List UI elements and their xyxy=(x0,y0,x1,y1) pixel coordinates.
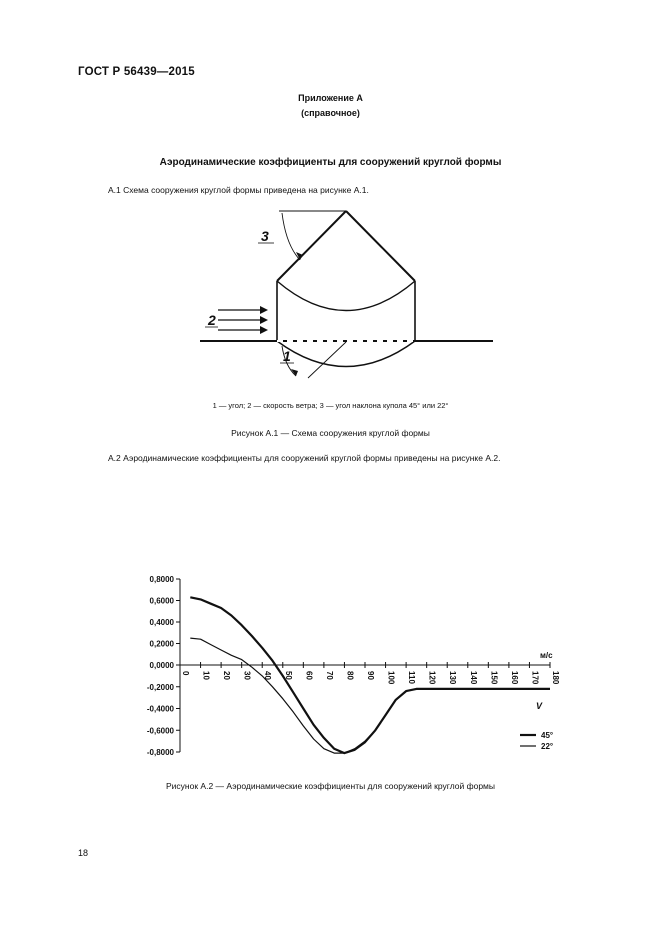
x-tick-label: 110 xyxy=(407,671,417,684)
x-tick-label: 150 xyxy=(489,671,499,685)
x-tick-label: 80 xyxy=(345,671,355,680)
paragraph-a1: А.1 Схема сооружения круглой формы приведена на рисунке А.1. xyxy=(108,185,369,195)
x-tick-label: 20 xyxy=(222,671,232,680)
y-tick-label: 0,4000 xyxy=(149,618,174,627)
x-tick-label: 10 xyxy=(201,671,211,680)
y-tick-label: -0,8000 xyxy=(146,748,174,757)
x-tick-label: 40 xyxy=(263,671,273,680)
label-2: 2 xyxy=(208,312,216,328)
x-unit-label: м/с xyxy=(540,651,553,660)
figure-a2-caption: Рисунок А.2 — Аэродинамические коэффициенты для сооружений круглой формы xyxy=(166,781,495,791)
x-tick-label: 130 xyxy=(448,671,458,685)
y-tick-label: 0,0000 xyxy=(149,661,174,670)
x-tick-label: 70 xyxy=(324,671,334,680)
series-line-22deg xyxy=(190,638,550,753)
paragraph-a2: А.2 Аэродинамические коэффициенты для сооружений круглой формы приведены на рисунке А.2. xyxy=(108,453,501,463)
x-tick-label: 0 xyxy=(181,671,190,676)
figure-a1-legend: 1 — угол; 2 — скорость ветра; 3 — угол наклона купола 45° или 22° xyxy=(212,401,449,410)
y-tick-label: -0,4000 xyxy=(146,704,174,714)
x-tick-label: 50 xyxy=(283,671,293,680)
appendix-title: Приложение А xyxy=(298,93,363,103)
x-tick-label: 90 xyxy=(366,671,375,680)
chart-legend xyxy=(520,731,553,751)
x-tick-label: 170 xyxy=(530,671,540,685)
x-tick-label: 30 xyxy=(242,671,252,680)
section-title: Аэродинамические коэффициенты для сооружений круглой формы xyxy=(159,157,502,168)
standard-number: ГОСТ Р 56439—2015 xyxy=(78,66,195,78)
x-tick-label: 60 xyxy=(304,671,314,680)
y-tick-label: 0,8000 xyxy=(149,575,174,584)
x-tick-label: 180 xyxy=(551,671,560,685)
legend-label: 22° xyxy=(541,742,554,751)
page-number: 18 xyxy=(78,848,89,858)
x-axis-label: V xyxy=(536,701,543,711)
x-tick-label: 100 xyxy=(386,671,396,685)
legend-label: 45° xyxy=(541,731,554,740)
y-tick-label: -0,2000 xyxy=(146,682,174,692)
y-tick-label: -0,6000 xyxy=(146,726,174,736)
label-3: 3 xyxy=(261,228,269,244)
y-tick-label: 0,2000 xyxy=(149,639,174,649)
x-tick-label: 120 xyxy=(427,671,437,685)
figure-a1-caption: Рисунок А.1 — Схема сооружения круглой формы xyxy=(231,428,430,438)
y-tick-label: 0,6000 xyxy=(149,596,174,606)
label-1: 1 xyxy=(283,348,291,364)
appendix-subtitle: (справочное) xyxy=(301,108,360,118)
x-tick-label: 140 xyxy=(468,671,478,685)
x-tick-label: 160 xyxy=(509,671,519,685)
